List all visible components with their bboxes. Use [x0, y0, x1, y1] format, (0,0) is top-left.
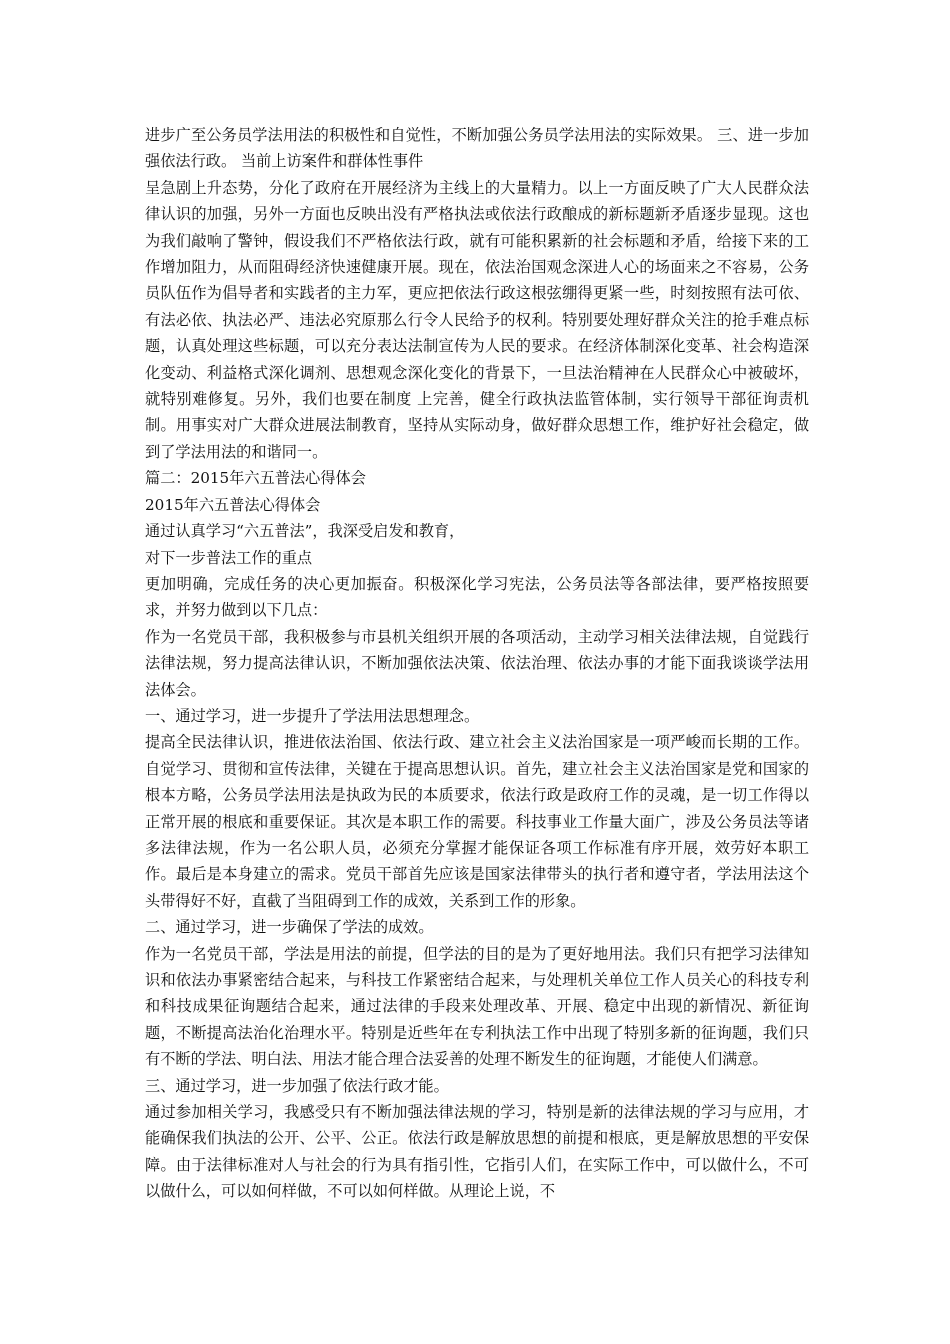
paragraph: 对下一步普法工作的重点 [145, 548, 313, 567]
section-heading: 一、通过学习，进一步提升了学法用法思想理念。 [145, 706, 480, 725]
section-heading: 三、通过学习，进一步加强了依法行政才能。 [145, 1076, 449, 1095]
paragraph: 更加明确，完成任务的决心更加振奋。积极深化学习宪法，公务员法等各部法律，要严格按照要求，并努力做到以下几点： [145, 574, 809, 620]
paragraph: 进步广至公务员学法用法的积极性和自觉性，不断加强公务员学法用法的实际效果。 三、进一步加强依法行政。 当前上访案件和群体性事件 [145, 126, 809, 171]
document-title: 2015年六五普法心得体会 [145, 495, 321, 514]
paragraph: 作为一名党员干部，学法是用法的前提，但学法的目的是为了更好地用法。我们只有把学习法律知识和依法办事紧密结合起来，与科技工作紧密结合起来，与处理机关单位工作人员关心的科技专利和科技成果征询题结合起来，通过法律的手段来处理改革、开展、稳定中出现的新情况、新征询题，不断提高法治化治理水平。特别是近些年在专利执法工作中出现了特别多新的征询题，我们只有不断的学法、明白法、用法才能合理合法妥善的处理不断发生的征询题，才能使人们满意。 [145, 944, 809, 1069]
paragraph: 通过认真学习“六五普法”，我深受启发和教育， [145, 522, 465, 541]
paragraph: 提高全民法律认识，推进依法治国、依法行政、建立社会主义法治国家是一项严峻而长期的工作。自觉学习、贯彻和宣传法律，关键在于提高思想认识。首先，建立社会主义法治国家是党和国家的根本方略，公务员学法用法是执政为民的本质要求，依法行政是政府工作的灵魂，是一切工作得以正常开展的根底和重要保证。其次是本职工作的需要。科技事业工作量大面广，涉及公务员法等诸多法律法规，作为一名公职人员，必须充分掌握才能保证各项工作标准有序开展，效劳好本职工作。最后是本身建立的需求。党员干部首先应该是国家法律带头的执行者和遵守者，学法用法这个头带得好不好，直截了当阻碍到工作的成效，关系到工作的形象。 [145, 733, 809, 910]
section-heading: 篇二：2015年六五普法心得体会 [145, 469, 366, 488]
paragraph: 作为一名党员干部，我积极参与市县机关组织开展的各项活动，主动学习相关法律法规，自觉践行法律法规，努力提高法律认识，不断加强依法决策、依法治理、依法办事的才能下面我谈谈学法用法体会。 [145, 627, 809, 699]
section-heading: 二、通过学习，进一步确保了学法的成效。 [145, 918, 434, 937]
paragraph: 通过参加相关学习，我感受只有不断加强法律法规的学习，特别是新的法律法规的学习与应用，才能确保我们执法的公开、公平、公正。依法行政是解放思想的前提和根底，更是解放思想的平安保障。由于法律标准对人与社会的行为具有指引性，它指引人们，在实际工作中，可以做什么，不可以做什么，可以如何样做，不可以如何样做。从理论上说，不 [145, 1103, 809, 1201]
paragraph: 呈急剧上升态势，分化了政府在开展经济为主线上的大量精力。以上一方面反映了广大人民群众法律认识的加强，另外一方面也反映出没有严格执法或依法行政酿成的新标题新矛盾逐步显现。这也为我们敲响了警钟，假设我们不严格依法行政，就有可能积累新的社会标题和矛盾，给接下来的工作增加阻力，从而阻碍经济快速健康开展。现在，依法治国观念深进人心的场面来之不容易，公务员队伍作为倡导者和实践者的主力军，更应把依法行政这根弦绷得更紧一些，时刻按照有法可依、有法必依、执法必严、违法必究原那么行令人民给予的权利。特别要处理好群众关注的抢手难点标题，认真处理这些标题，可以充分表达法制宣传为人民的要求。在经济体制深化变革、社会构造深化变动、利益格式深化调剂、思想观念深化变化的背景下，一旦法治精神在人民群众心中被破坏，就特别难修复。另外，我们也要在制度 上完善，健全行政执法监管体制，实行领导干部征询责机制。用事实对广大群众进展法制教育，坚持从实际动身，做好群众思想工作，维护好社会稳定，做到了学法用法的和谐同一。 [145, 178, 809, 461]
document-body [145, 122, 809, 1205]
